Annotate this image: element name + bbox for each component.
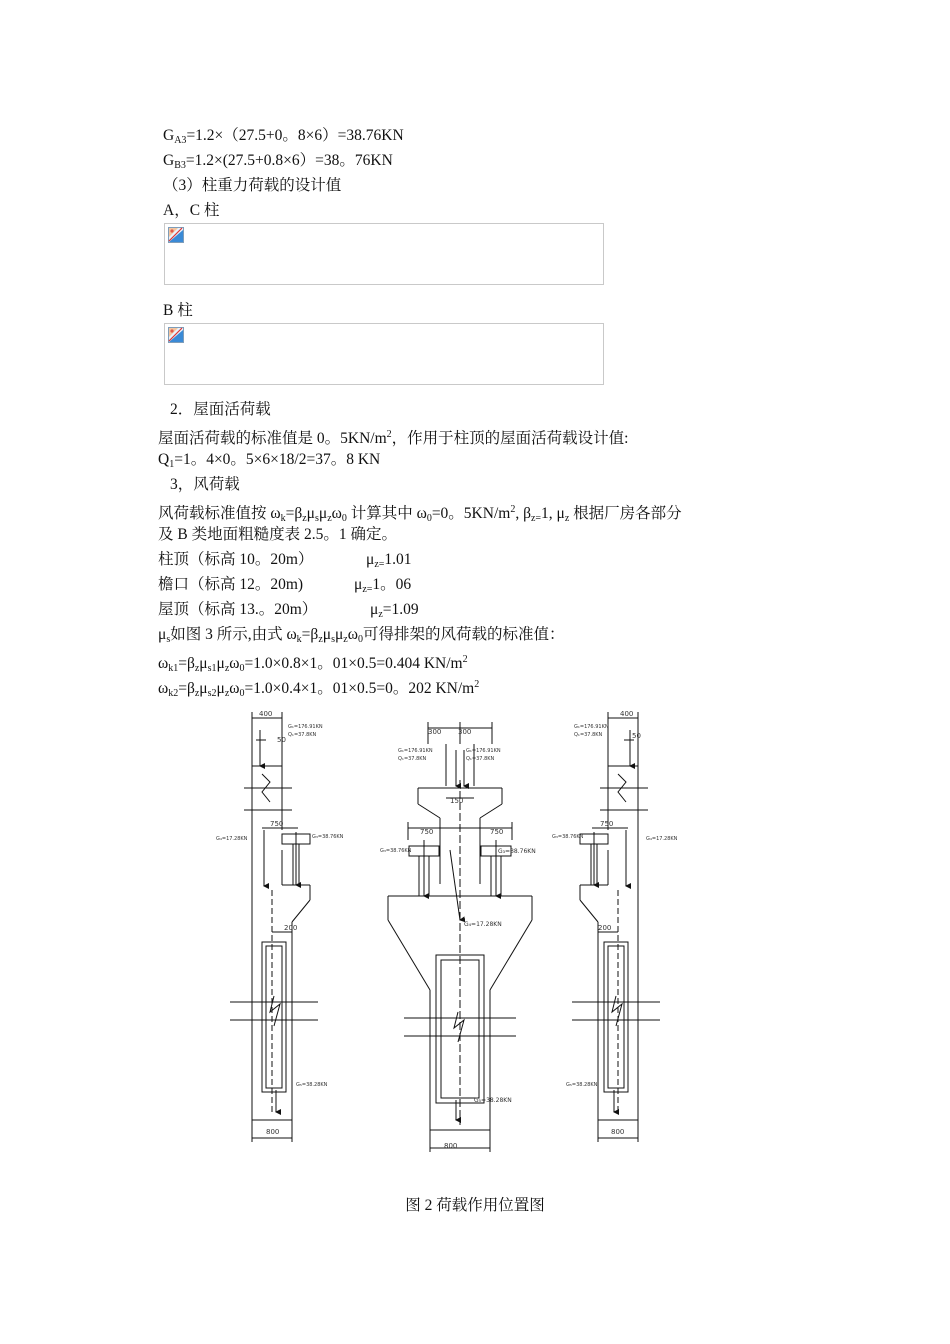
dim-label: 300 <box>458 728 472 736</box>
section-wind-load: 3，风荷载 <box>170 476 240 493</box>
wind-formula-line: 风荷载标准值按 $\omega_k=\beta_z\mu_s\mu_z\omega_0$ 计算其中 $\omega_0=0$。$5KN/m^2$, $\beta_{z=}1$, $\mu_z$ 根据厂房各部分 <box>158 504 682 524</box>
dim-label: 50 <box>632 732 641 740</box>
load-position-figure <box>0 700 950 1170</box>
figure-caption: 图 2 荷载作用位置图 <box>405 1197 545 1214</box>
broken-image-icon <box>168 327 184 343</box>
eave-height: 檐口（标高 12。20m) <box>158 576 304 593</box>
dim-label: 150 <box>450 797 464 805</box>
right-column-drawing <box>572 712 660 1142</box>
dim-label: 750 <box>420 828 434 836</box>
column-top-height: 柱顶（标高 10。20m） <box>158 551 314 568</box>
formula-image-placeholder-b <box>164 323 604 385</box>
dim-label: 800 <box>266 1128 280 1136</box>
ac-column-label: A，C 柱 <box>163 202 220 219</box>
wk2-line: $\omega_{k2}=\beta_z\mu_{s2}\mu_z\omega_0=1.0\times 0.4\times 1$。01×0.5=0。202 $KN/m^2$ <box>158 679 480 699</box>
load-label: G₃=38.76KN <box>552 834 584 840</box>
mu-s-line: $\mu_s$如图 3 所示,由式 $\omega_k=\beta_z\mu_s\mu_z\omega_0$可得排架的风荷载的标准值： <box>158 626 565 645</box>
formula-image-placeholder <box>164 223 604 285</box>
section-roof-live-load: 2．屋面活荷载 <box>170 401 271 418</box>
load-label: G₃=38.76KN <box>312 834 344 840</box>
load-label: G₁=176.91KN <box>398 748 433 754</box>
section-heading: （3）柱重力荷载的设计值 <box>163 177 342 194</box>
load-label: G₃=38.76KN <box>380 848 412 854</box>
gb3-line: $G_{B3}=1.2\times(27.5+0.8\times 6)=38$。76KN <box>163 152 393 171</box>
dim-label: 750 <box>490 828 504 836</box>
load-label: G₁=176.91KN <box>466 748 501 754</box>
load-label: G₁=176.91KN <box>574 724 609 730</box>
wind-roughness-line: 及 B 类地面粗糙度表 2.5。1 确定。 <box>158 526 397 543</box>
load-label: Q₁=37.8KN <box>398 756 427 762</box>
eave-mu: $\mu_{z=}1$。06 <box>354 576 412 595</box>
dim-label: 400 <box>259 710 273 718</box>
load-label: G₄=17.28KN <box>216 836 248 842</box>
broken-image-icon <box>168 227 184 243</box>
dim-label: 750 <box>600 820 614 828</box>
load-label: G₄=17.28KN <box>464 921 502 928</box>
load-label: Q₁=37.8KN <box>288 732 317 738</box>
load-label: G₁=176.91KN <box>288 724 323 730</box>
load-label: Q₁=37.8KN <box>466 756 495 762</box>
b-column-label: B 柱 <box>163 302 193 319</box>
middle-column-drawing <box>388 722 532 1152</box>
dim-label: 750 <box>270 820 284 828</box>
dim-label: 200 <box>284 924 298 932</box>
ga3-line: $G_{A3}=1.2\times(27.5+0$。8×6）=38.76KN <box>163 127 404 146</box>
load-label: G₄=17.28KN <box>646 836 678 842</box>
roof-live-load-line: 屋面活荷载的标准值是 0。$5KN/m^2$，作用于柱顶的屋面活荷载设计值: <box>158 429 629 447</box>
dim-label: 800 <box>611 1128 625 1136</box>
left-column-drawing <box>230 712 318 1142</box>
load-label: Q₁=37.8KN <box>574 732 603 738</box>
load-label: G₅=38.28KN <box>474 1097 512 1104</box>
load-label: G₅=38.28KN <box>566 1082 598 1088</box>
q1-line: $Q_1=1$。4×0。5×6×18/2=37。8 KN <box>158 451 381 470</box>
dim-label: 400 <box>620 710 634 718</box>
load-label: G₃=38.76KN <box>498 848 536 855</box>
dim-label: 200 <box>598 924 612 932</box>
roof-mu: $\mu_z=1.09$ <box>370 601 419 620</box>
dim-label: 300 <box>428 728 442 736</box>
dim-label: 800 <box>444 1142 458 1150</box>
roof-height: 屋顶（标高 13.。20m） <box>158 601 318 618</box>
load-label: G₅=38.28KN <box>296 1082 328 1088</box>
dim-label: 50 <box>277 736 286 744</box>
wk1-line: $\omega_{k1}=\beta_z\mu_{s1}\mu_z\omega_0=1.0\times 0.8\times 1$。01×0.5=0.404 $KN/m^2$ <box>158 654 468 674</box>
column-top-mu: $\mu_{z=}1.01$ <box>366 551 412 570</box>
